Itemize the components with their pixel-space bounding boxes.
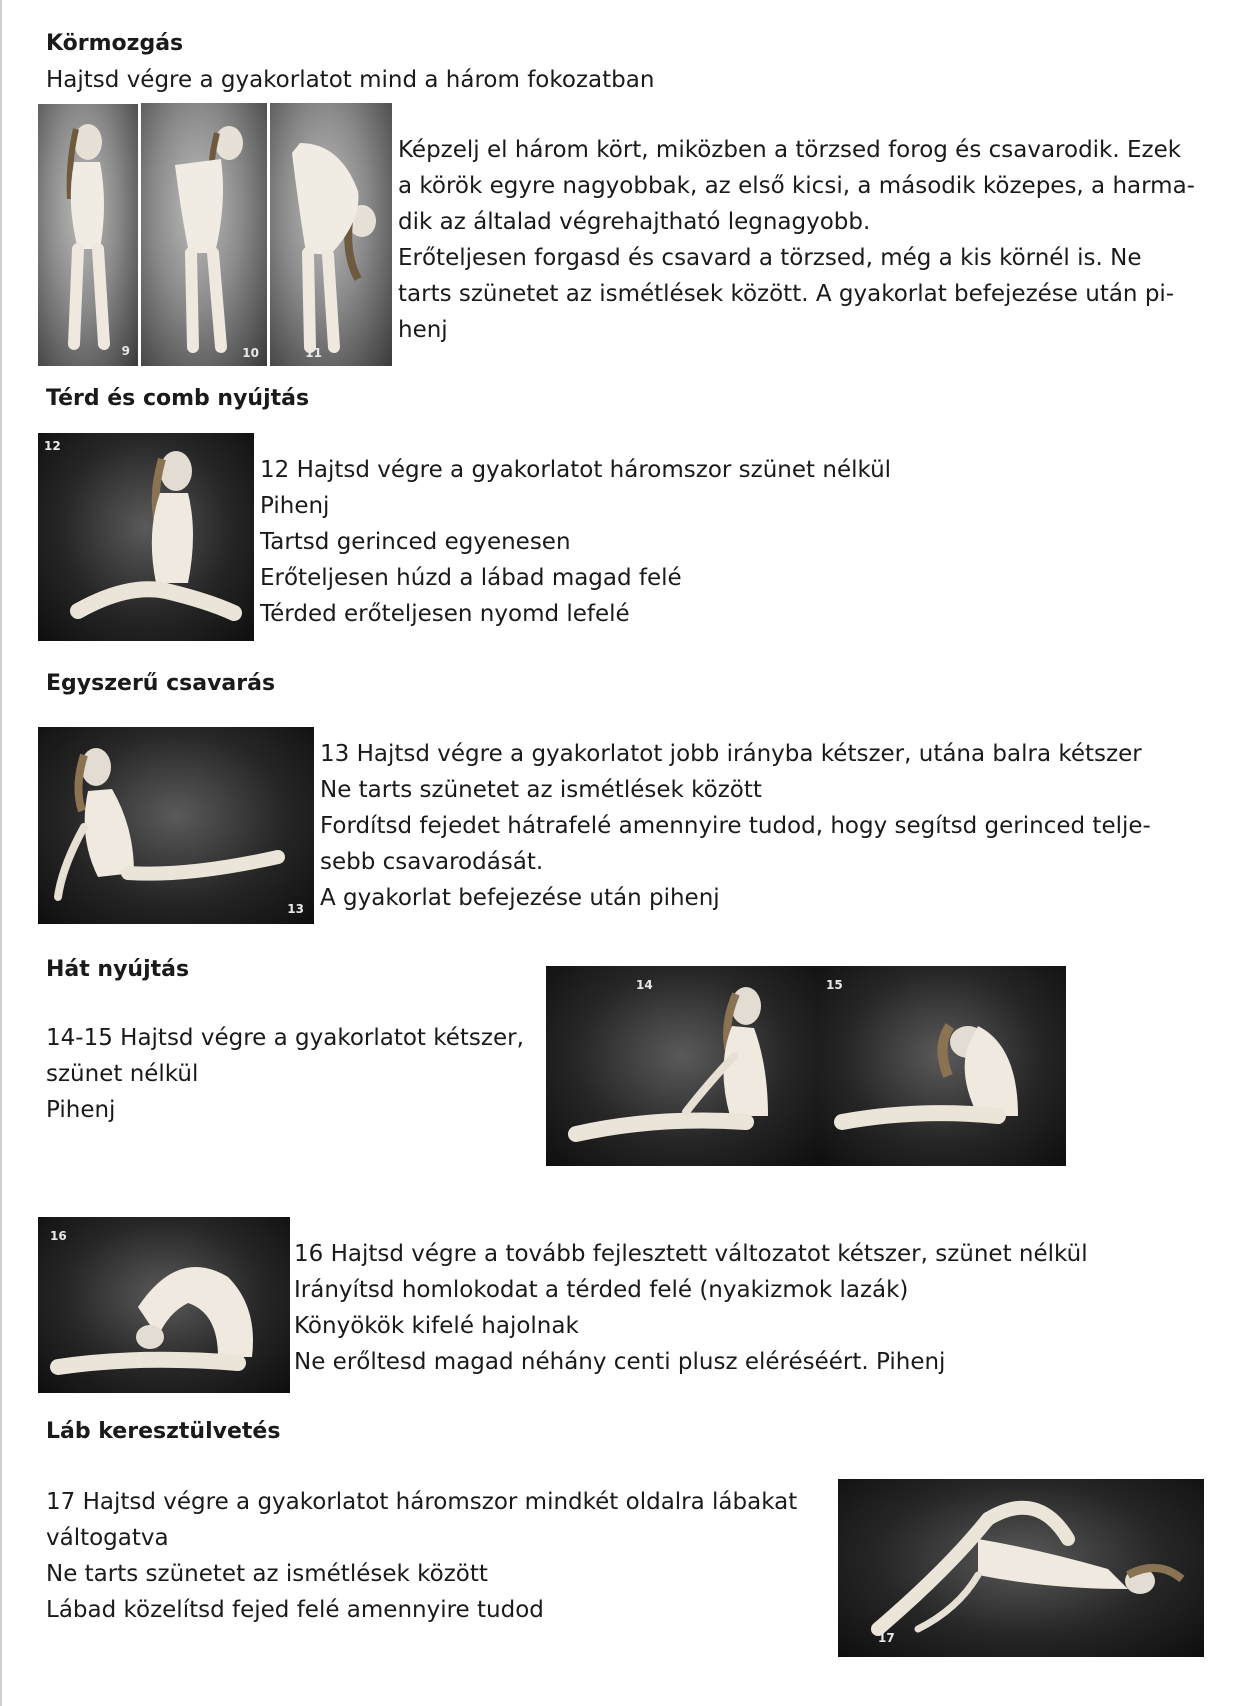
section-title-hat: Hát nyújtás	[46, 957, 190, 982]
text-line: tarts szünetet az ismétlések között. A gyakorlat befejezése után pi-	[398, 281, 1175, 307]
section-text-hat	[46, 1020, 524, 1128]
text-line: Tartsd gerinced egyenesen	[260, 529, 571, 555]
text-line: Pihenj	[46, 1097, 116, 1123]
section-text-tovabb	[294, 1236, 1088, 1380]
text-line: Erőteljesen húzd a lábad magad felé	[260, 565, 682, 591]
text-line: Fordítsd fejedet hátrafelé amennyire tudod, hogy segítsd gerinced telje-	[320, 813, 1151, 839]
text-line: 17 Hajtsd végre a gyakorlatot háromszor mindkét oldalra lábakat	[46, 1489, 798, 1515]
exercise-photo-17	[838, 1479, 1204, 1657]
text-line: sebb csavarodását.	[320, 849, 544, 875]
section-text-lab	[46, 1484, 797, 1628]
text-line: 16 Hajtsd végre a tovább fejlesztett változatot kétszer, szünet nélkül	[294, 1241, 1088, 1267]
text-line: 13 Hajtsd végre a gyakorlatot jobb irányba kétszer, utána balra kétszer	[320, 741, 1142, 767]
section-title-lab: Láb keresztülvetés	[46, 1419, 281, 1444]
figure-number: 13	[287, 902, 304, 916]
text-line: A gyakorlat befejezése után pihenj	[320, 885, 720, 911]
text-line: Erőteljesen forgasd és csavard a törzsed, még a kis körnél is. Ne	[398, 245, 1142, 271]
exercise-photo-15	[818, 966, 1066, 1166]
section-subtitle-kormozgas: Hajtsd végre a gyakorlatot mind a három fokozatban	[46, 67, 655, 93]
text-line: henj	[398, 317, 448, 343]
section-title-terd: Térd és comb nyújtás	[46, 386, 310, 411]
text-line: váltogatva	[46, 1525, 169, 1551]
text-line: Irányítsd homlokodat a térded felé (nyakizmok lazák)	[294, 1277, 909, 1303]
text-line: Pihenj	[260, 493, 330, 519]
text-line: Könyökök kifelé hajolnak	[294, 1313, 579, 1339]
figure-number: 11	[305, 346, 322, 360]
figure-number: 14	[636, 978, 653, 992]
text-line: Ne erőltesd magad néhány centi plusz eléréséért. Pihenj	[294, 1349, 946, 1375]
exercise-photo-12	[38, 433, 254, 641]
exercise-photo-11	[270, 103, 392, 366]
figure-number: 9	[121, 344, 130, 358]
text-line: szünet nélkül	[46, 1061, 199, 1087]
figure-number: 15	[826, 978, 843, 992]
section-title-csavaras: Egyszerű csavarás	[46, 671, 276, 696]
figure-number: 12	[44, 439, 61, 453]
text-line: Térded erőteljesen nyomd lefelé	[260, 601, 630, 627]
text-line: Ne tarts szünetet az ismétlések között	[46, 1561, 488, 1587]
figure-number: 10	[242, 346, 259, 360]
exercise-photo-13	[38, 727, 314, 924]
text-line: Képzelj el három kört, miközben a törzsed forog és csavarodik. Ezek	[398, 137, 1182, 163]
text-line: 12 Hajtsd végre a gyakorlatot háromszor szünet nélkül	[260, 457, 892, 483]
exercise-photo-16	[38, 1217, 290, 1393]
section-text-terd	[260, 452, 891, 632]
figure-number: 16	[50, 1229, 67, 1243]
section-text-csavaras	[320, 736, 1151, 916]
text-line: Ne tarts szünetet az ismétlések között	[320, 777, 762, 803]
figure-number: 17	[878, 1631, 895, 1645]
text-line: dik az általad végrehajtható legnagyobb.	[398, 209, 871, 235]
text-line: 14-15 Hajtsd végre a gyakorlatot kétszer,	[46, 1025, 524, 1051]
exercise-photo-9	[38, 104, 138, 366]
exercise-photo-10	[141, 103, 267, 366]
text-line: Lábad közelítsd fejed felé amennyire tudod	[46, 1597, 544, 1623]
page-left-border	[0, 0, 2, 1706]
section-title-kormozgas: Körmozgás	[46, 31, 184, 56]
section-text-kormozgas	[398, 132, 1195, 348]
exercise-photo-14	[546, 966, 818, 1166]
text-line: a körök egyre nagyobbak, az első kicsi, a második közepes, a harma-	[398, 173, 1195, 199]
